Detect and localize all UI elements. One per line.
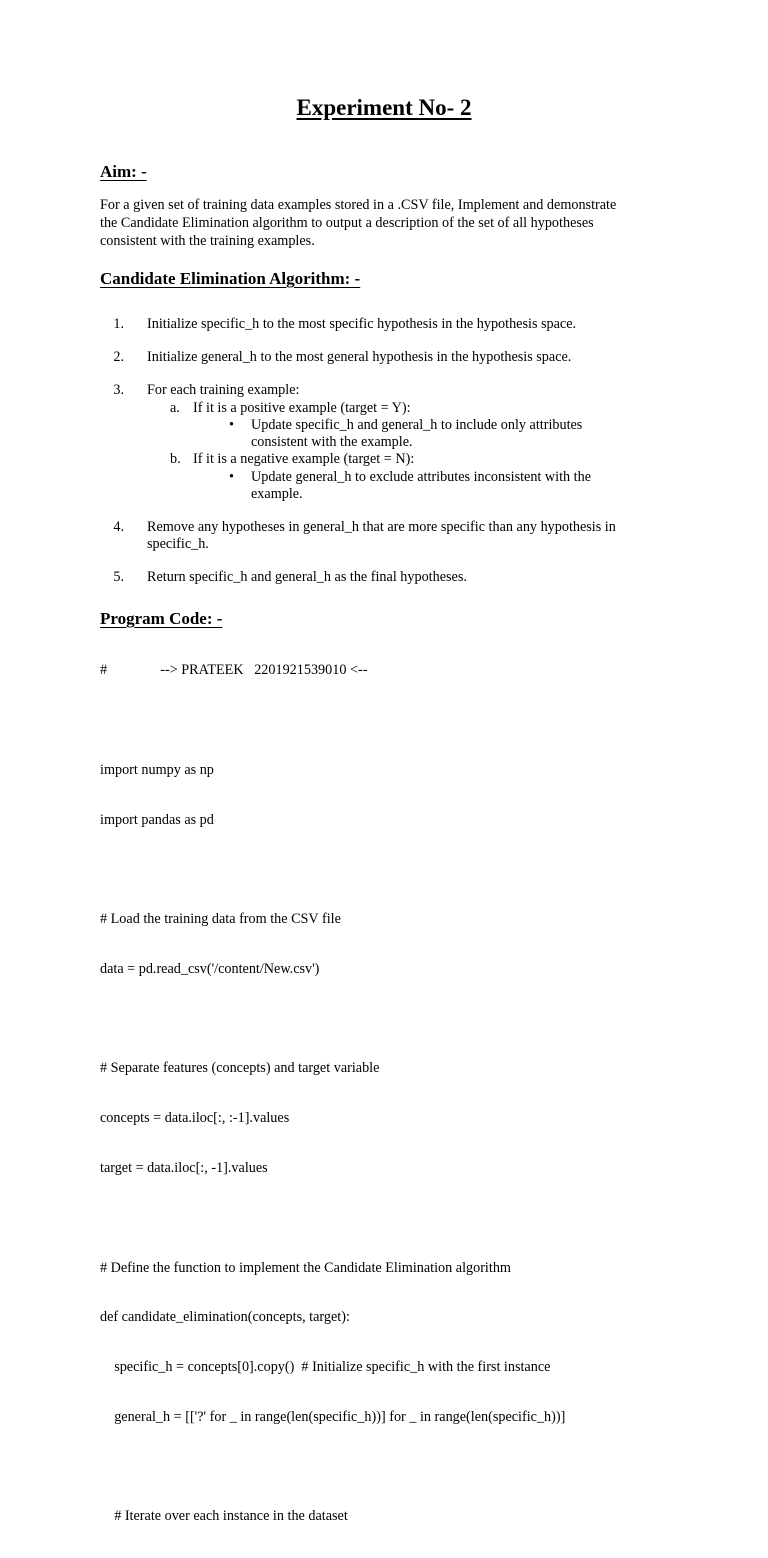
list-number: 5. (113, 569, 124, 585)
sub-list-label: a. (170, 400, 180, 416)
code-line: specific_h = concepts[0].copy() # Initialize specific_h with the first instance (100, 1359, 551, 1376)
list-text: specific_h. (147, 536, 209, 552)
list-text: Initialize specific_h to the most specific hypothesis in the hypothesis space. (147, 316, 577, 332)
code-line (100, 1011, 700, 1028)
code-line (100, 861, 700, 878)
list-number: 3. (113, 382, 124, 398)
code-line: # Separate features (concepts) and target variable (100, 1060, 380, 1077)
code-line (100, 1459, 700, 1476)
aim-line: the Candidate Elimination algorithm to output a description of the set of all hypotheses (100, 215, 594, 231)
bullet-text: example. (251, 486, 303, 502)
code-line: # Define the function to implement the Candidate Elimination algorithm (100, 1259, 511, 1276)
code-line: concepts = data.iloc[:, :-1].values (100, 1110, 290, 1127)
bullet-icon: • (229, 417, 234, 433)
list-text: Remove any hypotheses in general_h that are more specific than any hypothesis in (147, 519, 616, 535)
list-number: 4. (113, 519, 124, 535)
code-line: # Iterate over each instance in the dataset (100, 1508, 348, 1525)
code-line (100, 1210, 700, 1227)
list-number: 1. (113, 316, 124, 332)
aim-paragraph (100, 196, 680, 250)
bullet-icon: • (229, 469, 234, 485)
aim-line: For a given set of training data examples stored in a .CSV file, Implement and demonstrate (100, 197, 617, 213)
bullet-text: consistent with the example. (251, 434, 413, 450)
code-line: def candidate_elimination(concepts, target): (100, 1309, 350, 1326)
program-heading: Program Code: - (100, 609, 223, 628)
code-line: # Load the training data from the CSV file (100, 911, 341, 928)
code-line: general_h = [['?' for _ in range(len(specific_h))] for _ in range(len(specific_h))] (100, 1408, 566, 1425)
list-number: 2. (113, 349, 124, 365)
list-text: For each training example: (147, 382, 300, 398)
aim-heading: Aim: - (100, 162, 147, 181)
algorithm-heading: Candidate Elimination Algorithm: - (100, 269, 361, 288)
bullet-text: Update general_h to exclude attributes inconsistent with the (251, 469, 592, 485)
list-text: Return specific_h and general_h as the final hypotheses. (147, 569, 467, 585)
code-line: import pandas as pd (100, 811, 214, 828)
code-line: target = data.iloc[:, -1].values (100, 1160, 268, 1176)
code-block (100, 629, 700, 1558)
code-line: import numpy as np (100, 761, 214, 778)
sub-list-text: If it is a positive example (target = Y): (193, 400, 411, 416)
document-title: Experiment No- 2 (296, 95, 472, 120)
aim-line: consistent with the training examples. (100, 233, 315, 249)
bullet-text: Update specific_h and general_h to include only attributes (251, 417, 583, 433)
sub-list-label: b. (170, 451, 181, 467)
code-line: data = pd.read_csv('/content/New.csv') (100, 960, 320, 977)
code-line: # --> PRATEEK 2201921539010 <-- (100, 662, 368, 679)
code-line (100, 712, 700, 729)
sub-list-text: If it is a negative example (target = N): (193, 451, 415, 467)
list-text: Initialize general_h to the most general hypothesis in the hypothesis space. (147, 349, 572, 365)
